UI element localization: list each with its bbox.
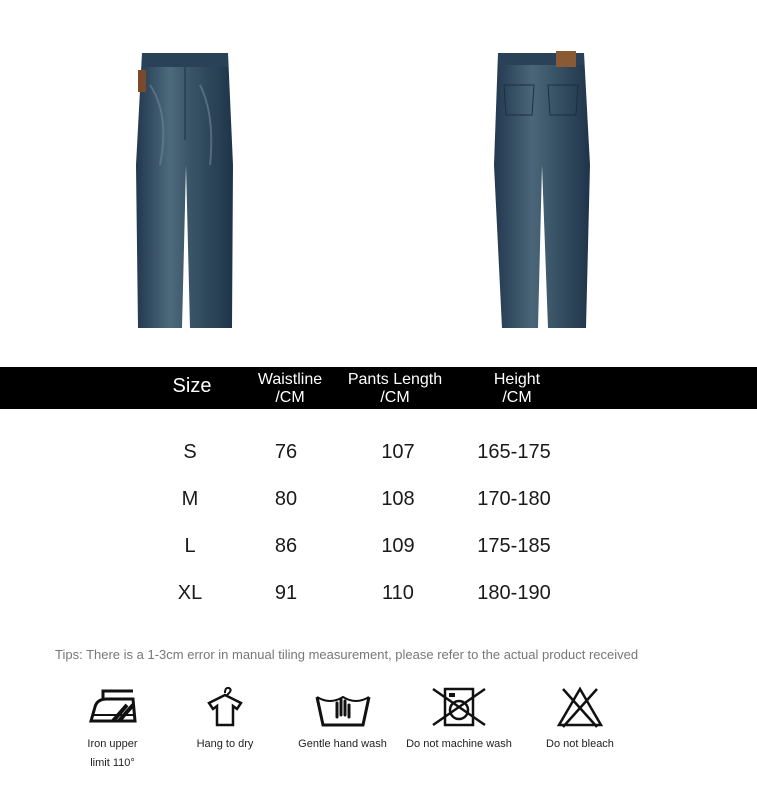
care-label: Hang to dry [196, 738, 254, 750]
cell-pants-length: 110 [382, 582, 414, 604]
cell-size: L [184, 535, 196, 557]
cell-height: 170-180 [477, 488, 551, 510]
table-row [0, 441, 757, 471]
cell-size: M [181, 488, 199, 510]
hand-wash-icon [313, 685, 373, 729]
cell-waistline: 76 [274, 441, 298, 463]
header-pants-length: Pants Length /CM [347, 371, 443, 406]
table-row [0, 582, 757, 612]
table-row [0, 535, 757, 565]
no-machine-wash-icon [429, 685, 489, 729]
care-item-no-machine-wash [400, 685, 518, 754]
cell-pants-length: 108 [381, 488, 415, 510]
care-item-no-bleach [535, 685, 625, 754]
care-label: Do not bleach [546, 738, 614, 750]
cell-pants-length: 107 [381, 441, 415, 463]
care-item-iron [75, 685, 150, 773]
hanger-icon [203, 685, 247, 729]
care-item-hang [185, 685, 265, 754]
header-waistline: Waistline /CM [257, 371, 323, 406]
cell-waistline: 80 [274, 488, 298, 510]
iron-icon [83, 685, 143, 729]
no-bleach-icon [555, 685, 605, 729]
cell-size: XL [177, 582, 203, 604]
care-label-line: Iron upper [87, 738, 138, 750]
care-label: Gentle hand wash [298, 738, 387, 750]
cell-size: S [183, 441, 197, 463]
cell-height: 180-190 [477, 582, 551, 604]
cell-waistline: 86 [274, 535, 298, 557]
size-table-header [0, 367, 757, 409]
cell-pants-length: 109 [381, 535, 415, 557]
cell-height: 165-175 [477, 441, 551, 463]
jeans-front-image [130, 45, 240, 330]
cell-height: 175-185 [477, 535, 551, 557]
cell-waistline: 91 [274, 582, 298, 604]
table-row [0, 488, 757, 518]
jeans-back-image [490, 45, 595, 330]
care-label-line: limit 110° [90, 757, 135, 769]
header-height: Height /CM [493, 371, 541, 406]
tips-text: Tips: There is a 1-3cm error in manual tiling measurement, please refer to the actual product received [55, 647, 639, 662]
care-item-hand-wash [290, 685, 395, 754]
header-size: Size [172, 375, 212, 397]
care-label: Do not machine wash [406, 738, 512, 750]
